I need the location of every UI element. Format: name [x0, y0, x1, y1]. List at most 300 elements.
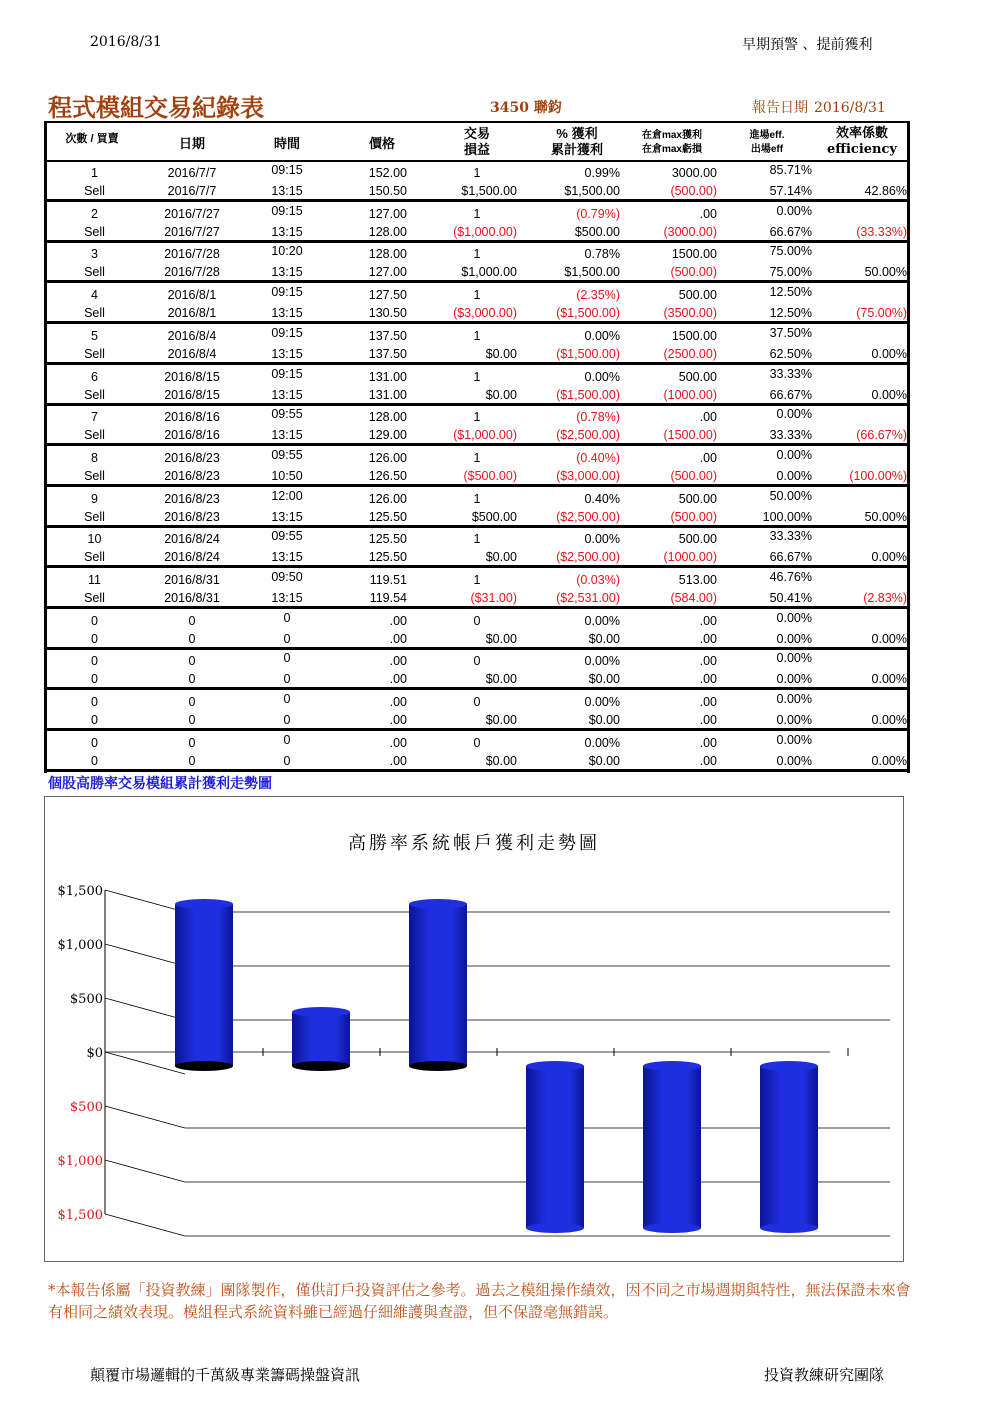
cell-p2: 129.00 — [368, 428, 407, 443]
cell-e2: 57.14% — [769, 184, 812, 198]
cell-cum: $1,500.00 — [564, 265, 620, 280]
cell-q: 1 — [473, 410, 481, 425]
cell-pl: ($31.00) — [470, 591, 517, 605]
cell-n: 10 — [87, 532, 102, 547]
cell-n: 0 — [91, 613, 98, 628]
cell-d2: 2016/8/23 — [164, 468, 220, 483]
cell-eff: (66.67%) — [856, 428, 907, 443]
cell-p2: 125.50 — [368, 509, 407, 524]
cell-pct: 0.99% — [584, 166, 620, 180]
header-trade-line2: 損益 — [463, 142, 490, 157]
cell-d1: 2016/8/31 — [164, 573, 220, 587]
cell-s: 0 — [91, 713, 98, 728]
cell-pct: 0.00% — [584, 654, 620, 669]
cell-e2: 100.00% — [762, 509, 812, 524]
chart-frame — [44, 796, 904, 1262]
cell-d2: 2016/8/4 — [167, 346, 217, 361]
cell-p1: 125.50 — [368, 532, 407, 547]
cell-t2: 0 — [283, 631, 291, 646]
cell-cum: $0.00 — [588, 713, 620, 728]
cell-eff: 0.00% — [871, 550, 907, 565]
cell-cum: $0.00 — [588, 672, 620, 687]
y-tick-label: $1,000 — [57, 938, 103, 953]
header-efficiency-line2: efficiency — [827, 142, 897, 157]
cell-e1: 33.33% — [769, 366, 812, 381]
header-trade — [442, 126, 512, 158]
cell-q: 1 — [473, 450, 481, 465]
cell-d2: 2016/7/28 — [164, 265, 220, 280]
cell-e1: 85.71% — [769, 163, 812, 177]
grid-diag — [105, 890, 185, 912]
cell-mn: (2500.00) — [663, 346, 717, 361]
cell-mx: .00 — [699, 450, 717, 465]
cell-e1: 50.00% — [769, 488, 812, 503]
cell-d1: 2016/8/23 — [164, 450, 220, 465]
cell-mn: (584.00) — [670, 591, 717, 605]
cell-d2: 0 — [188, 631, 196, 646]
grid-diag — [105, 1214, 185, 1236]
cell-q: 0 — [473, 695, 481, 710]
cell-t1: 09:55 — [271, 447, 303, 462]
y-tick-label: $500 — [69, 992, 103, 1007]
cell-p1: 119.51 — [369, 573, 407, 587]
cell-p1: .00 — [389, 654, 407, 669]
cell-mn: (3000.00) — [663, 224, 717, 239]
cell-e2: 33.33% — [769, 428, 812, 443]
bar-bottom-cap — [643, 1223, 701, 1233]
cell-p2: .00 — [389, 753, 407, 768]
stock-label: 3450 聯鈞 — [490, 100, 562, 116]
cell-e2: 0.00% — [776, 753, 812, 768]
cell-e1: 0.00% — [776, 203, 812, 218]
cell-t2: 0 — [283, 753, 291, 768]
cell-mn: (1500.00) — [663, 428, 717, 443]
grid-diag — [105, 1106, 185, 1128]
cell-cum: $1,500.00 — [564, 184, 620, 198]
cell-e1: 75.00% — [769, 244, 812, 259]
cell-n: 7 — [91, 410, 98, 425]
cell-mx: .00 — [699, 695, 717, 710]
cell-eff: 0.00% — [871, 713, 907, 728]
cell-e1: 0.00% — [776, 651, 812, 666]
cell-mn: (500.00) — [670, 509, 717, 524]
cell-p1: 126.00 — [368, 491, 407, 506]
table-row — [47, 406, 907, 446]
cell-eff: (75.00%) — [856, 306, 907, 321]
header-slogan: 早期預警 、提前獲利 — [742, 37, 873, 53]
cell-eff: 0.00% — [871, 346, 907, 361]
header-max-line2: 在倉max虧損 — [641, 144, 702, 155]
cell-t2: 13:15 — [271, 591, 303, 605]
report-date-value: 2016/8/31 — [814, 100, 886, 116]
cell-pct: 0.00% — [584, 532, 620, 547]
cell-mx: 1500.00 — [671, 247, 717, 262]
cell-cum: ($2,500.00) — [556, 509, 620, 524]
cell-mx: 500.00 — [678, 288, 717, 303]
footer-team: 投資教練研究團隊 — [764, 1366, 885, 1384]
cell-d2: 0 — [188, 672, 196, 687]
cell-e1: 37.50% — [769, 325, 812, 340]
cell-mx: .00 — [699, 613, 717, 628]
cell-t1: 0 — [283, 732, 291, 747]
cell-mx: 500.00 — [678, 369, 717, 384]
cell-d1: 2016/7/28 — [164, 247, 220, 262]
cell-p1: 152.00 — [368, 166, 407, 180]
cell-pl: $0.00 — [485, 550, 517, 565]
cell-s: Sell — [84, 265, 105, 280]
cell-cum: ($2,500.00) — [556, 550, 620, 565]
cell-p2: 150.50 — [368, 184, 407, 198]
cell-t2: 13:15 — [271, 346, 303, 361]
cell-pct: (0.03%) — [576, 573, 620, 587]
cell-p1: .00 — [389, 735, 407, 750]
cell-pl: ($500.00) — [463, 468, 517, 483]
cell-t2: 13:15 — [271, 428, 303, 443]
cell-mx: .00 — [699, 206, 717, 221]
cell-q: 0 — [473, 654, 481, 669]
cell-mn: .00 — [699, 753, 717, 768]
table-row — [47, 203, 907, 243]
cell-mn: (3500.00) — [663, 306, 717, 321]
cell-t1: 09:15 — [271, 366, 303, 381]
cell-s: Sell — [84, 387, 105, 402]
cell-mx: 1500.00 — [671, 328, 717, 343]
bar-top-cap — [643, 1061, 701, 1071]
cell-t1: 12:00 — [271, 488, 303, 503]
cell-p1: .00 — [389, 613, 407, 628]
cell-pct: (0.78%) — [576, 410, 620, 425]
cell-p2: .00 — [389, 672, 407, 687]
cell-d2: 2016/8/16 — [164, 428, 220, 443]
cell-t2: 13:15 — [271, 306, 303, 321]
table-row — [47, 488, 907, 528]
bar-bottom-cap — [526, 1223, 584, 1233]
cell-eff: 0.00% — [871, 672, 907, 687]
table-row — [47, 650, 907, 690]
cell-e2: 75.00% — [769, 265, 812, 280]
cell-pl: ($1,000.00) — [453, 224, 517, 239]
cell-n: 3 — [91, 247, 98, 262]
header-date: 2016/8/31 — [90, 34, 162, 50]
cell-d1: 0 — [188, 654, 196, 669]
cell-t1: 10:20 — [271, 244, 303, 259]
cell-eff: 0.00% — [871, 753, 907, 768]
cell-d1: 2016/8/24 — [164, 532, 220, 547]
bar — [760, 1066, 818, 1228]
cell-e2: 66.67% — [769, 550, 812, 565]
cell-e1: 46.76% — [769, 570, 812, 584]
cell-e2: 0.00% — [776, 672, 812, 687]
cell-d1: 2016/8/23 — [164, 491, 220, 506]
cell-e1: 0.00% — [776, 447, 812, 462]
cell-eff: 50.00% — [864, 265, 907, 280]
cell-mx: 500.00 — [678, 532, 717, 547]
cell-eff: 0.00% — [871, 631, 907, 646]
header-no: 次數 / 買賣 — [65, 133, 119, 145]
cell-e1: 0.00% — [776, 732, 812, 747]
cell-s: 0 — [91, 631, 98, 646]
cell-mn: (1000.00) — [663, 387, 717, 402]
header-efficiency-line1: 效率係數 — [835, 126, 888, 141]
cell-s: 0 — [91, 753, 98, 768]
cell-pct: 0.00% — [584, 735, 620, 750]
cell-mn: (1000.00) — [663, 550, 717, 565]
cell-p2: 128.00 — [368, 224, 407, 239]
cell-t1: 0 — [283, 651, 291, 666]
cell-d2: 0 — [188, 713, 196, 728]
cell-n: 2 — [91, 206, 98, 221]
cell-q: 1 — [473, 532, 481, 547]
cell-cum: ($1,500.00) — [556, 346, 620, 361]
cell-e2: 50.41% — [769, 591, 812, 605]
cell-s: 0 — [91, 672, 98, 687]
bar-top-cap — [760, 1061, 818, 1071]
cell-e2: 66.67% — [769, 387, 812, 402]
cell-d1: 2016/8/16 — [164, 410, 220, 425]
cell-t1: 09:15 — [271, 203, 303, 218]
header-pct-line1: % 獲利 — [556, 126, 598, 141]
cell-t1: 09:15 — [271, 325, 303, 340]
header-eff-line2: 出場eff — [750, 144, 784, 155]
table-row — [47, 284, 907, 324]
disclaimer: *本報告係屬「投資教練」團隊製作，僅供訂戶投資評估之參考。過去之模組操作績效，因不同之市場週期與特性，無法保證未來會有相同之績效表現。模組程式系統資料雖已經過仔細維護與查證，但不保證毫無錯誤。 — [48, 1281, 911, 1321]
cell-d2: 2016/8/15 — [164, 387, 220, 402]
cell-eff: 50.00% — [864, 509, 907, 524]
cell-p1: 131.00 — [368, 369, 407, 384]
cell-pct: (0.79%) — [576, 206, 620, 221]
cell-pl: $0.00 — [485, 387, 517, 402]
y-tick-label: $1,000 — [57, 1154, 103, 1169]
cell-p2: 137.50 — [368, 346, 407, 361]
cell-pct: 0.00% — [584, 369, 620, 384]
cell-d1: 0 — [188, 735, 196, 750]
trade-table — [44, 121, 910, 773]
cell-t2: 0 — [283, 713, 291, 728]
cell-q: 1 — [473, 166, 481, 180]
table-row — [47, 610, 907, 650]
cell-e2: 66.67% — [769, 224, 812, 239]
cell-p1: 128.00 — [368, 247, 407, 262]
header-date: 日期 — [178, 136, 205, 151]
bar-top-cap — [175, 899, 233, 909]
grid-diag — [105, 998, 185, 1020]
cell-t2: 13:15 — [271, 265, 303, 280]
cell-t2: 13:15 — [271, 387, 303, 402]
cell-e1: 12.50% — [769, 285, 812, 300]
cell-d1: 0 — [188, 695, 196, 710]
header-eff-line1: 進場eff. — [749, 130, 785, 141]
cell-eff: 0.00% — [871, 387, 907, 402]
cell-pct: 0.00% — [584, 328, 620, 343]
cell-n: 4 — [91, 288, 98, 303]
y-tick-label: $0 — [86, 1046, 103, 1061]
cell-cum: ($2,531.00) — [556, 591, 620, 605]
cell-t2: 13:15 — [271, 184, 303, 198]
cell-cum: $0.00 — [588, 631, 620, 646]
table-row — [47, 366, 907, 406]
header-entry-exit-eff — [732, 129, 802, 157]
header-time: 時間 — [273, 136, 300, 151]
cell-d2: 2016/8/1 — [167, 306, 217, 321]
cell-mn: (500.00) — [670, 265, 717, 280]
cell-pl: $1,000.00 — [461, 265, 517, 280]
cell-d1: 2016/7/7 — [167, 166, 217, 180]
cell-e2: 0.00% — [776, 631, 812, 646]
cell-pl: $0.00 — [485, 713, 517, 728]
cell-t1: 09:50 — [271, 570, 303, 584]
profit-chart — [45, 797, 903, 1261]
cell-pl: $0.00 — [485, 753, 517, 768]
cell-t1: 09:55 — [271, 529, 303, 544]
cell-p1: .00 — [389, 695, 407, 710]
cell-d2: 0 — [188, 753, 196, 768]
bar-bottom-cap — [409, 1061, 467, 1071]
cell-s: Sell — [84, 591, 105, 605]
cell-q: 1 — [473, 573, 481, 587]
cell-e1: 0.00% — [776, 610, 812, 625]
cell-d2: 2016/8/24 — [164, 550, 220, 565]
cell-cum: ($3,000.00) — [556, 468, 620, 483]
cell-mx: 500.00 — [678, 491, 717, 506]
table-row — [47, 732, 907, 772]
table-row — [47, 447, 907, 487]
cell-s: Sell — [84, 509, 105, 524]
bar-bottom-cap — [292, 1061, 350, 1071]
cell-n: 11 — [88, 573, 101, 587]
cell-n: 1 — [91, 166, 98, 180]
cell-s: Sell — [84, 428, 105, 443]
cell-s: Sell — [84, 306, 105, 321]
table-row — [47, 162, 907, 202]
cell-d1: 2016/8/1 — [167, 288, 217, 303]
cell-pl: $0.00 — [485, 672, 517, 687]
cell-d2: 2016/7/7 — [167, 184, 217, 198]
cell-eff: 42.86% — [864, 184, 907, 198]
cell-p1: 137.50 — [368, 328, 407, 343]
bar-top-cap — [292, 1007, 350, 1017]
cell-pl: ($1,000.00) — [453, 428, 517, 443]
header-price: 價格 — [368, 136, 395, 151]
bar-top-cap — [409, 899, 467, 909]
cell-mn: .00 — [699, 713, 717, 728]
cell-p1: 126.00 — [368, 450, 407, 465]
cell-mn: (500.00) — [670, 184, 717, 198]
cell-pl: $0.00 — [485, 346, 517, 361]
cell-p2: 126.50 — [368, 468, 407, 483]
cell-mx: 3000.00 — [671, 166, 717, 180]
cell-n: 0 — [91, 735, 98, 750]
cell-mx: .00 — [699, 654, 717, 669]
cell-e2: 12.50% — [769, 306, 812, 321]
bar — [526, 1066, 584, 1228]
bar-bottom-cap — [175, 1061, 233, 1071]
report-title: 程式模組交易紀錄表 — [48, 93, 264, 122]
cell-e1: 33.33% — [769, 529, 812, 544]
cell-eff: (100.00%) — [849, 468, 907, 483]
cell-p1: 128.00 — [368, 410, 407, 425]
cell-cum: ($2,500.00) — [556, 428, 620, 443]
cell-d1: 2016/8/4 — [167, 328, 217, 343]
cell-mn: .00 — [699, 631, 717, 646]
header-max-line1: 在倉max獲利 — [641, 130, 702, 141]
cell-q: 1 — [473, 369, 481, 384]
cell-n: 0 — [91, 695, 98, 710]
cell-s: Sell — [84, 468, 105, 483]
cell-q: 0 — [473, 613, 481, 628]
header-pct — [537, 126, 617, 158]
cell-t1: 09:15 — [271, 285, 303, 300]
cell-q: 1 — [473, 247, 481, 262]
cell-cum: ($1,500.00) — [556, 306, 620, 321]
cell-pl: ($3,000.00) — [453, 306, 517, 321]
table-row — [47, 691, 907, 731]
cell-t1: 0 — [283, 610, 291, 625]
cell-pct: (0.40%) — [576, 450, 620, 465]
bar — [292, 1012, 350, 1066]
cell-n: 6 — [91, 369, 98, 384]
cell-cum: $500.00 — [574, 224, 620, 239]
report-date-label: 報告日期 — [752, 100, 808, 116]
cell-pl: $500.00 — [471, 509, 517, 524]
header-trade-line1: 交易 — [463, 126, 490, 141]
y-tick-label: $500 — [69, 1100, 103, 1115]
cell-q: 1 — [473, 491, 481, 506]
table-header — [47, 121, 907, 162]
grid-diag — [105, 1160, 185, 1182]
bar — [643, 1066, 701, 1228]
cell-mx: .00 — [699, 735, 717, 750]
y-tick-label: $1,500 — [57, 884, 103, 899]
bar-top-cap — [526, 1061, 584, 1071]
cell-p1: 127.50 — [368, 288, 407, 303]
cell-n: 5 — [91, 328, 98, 343]
header-efficiency — [822, 126, 902, 158]
cell-q: 0 — [473, 735, 481, 750]
cell-p2: 119.54 — [369, 591, 407, 605]
cell-cum: $0.00 — [588, 753, 620, 768]
bar — [409, 904, 467, 1066]
cell-mx: .00 — [699, 410, 717, 425]
cell-s: Sell — [84, 346, 105, 361]
cell-p2: 125.50 — [368, 550, 407, 565]
chart-section-title: 個股高勝率交易模組累計獲利走勢圖 — [48, 775, 272, 791]
cell-n: 0 — [91, 654, 98, 669]
cell-s: Sell — [84, 550, 105, 565]
cell-d1: 2016/8/15 — [164, 369, 220, 384]
cell-s: Sell — [84, 224, 105, 239]
cell-d1: 2016/7/27 — [164, 206, 220, 221]
cell-mx: 513.00 — [678, 573, 717, 587]
cell-cum: ($1,500.00) — [556, 387, 620, 402]
cell-pl: $1,500.00 — [461, 184, 517, 198]
cell-pct: 0.00% — [584, 695, 620, 710]
cell-t2: 10:50 — [271, 468, 303, 483]
cell-e1: 0.00% — [776, 407, 812, 422]
cell-s: Sell — [84, 184, 105, 198]
cell-t1: 09:15 — [271, 163, 303, 177]
cell-t2: 0 — [283, 672, 291, 687]
cell-p2: 127.00 — [368, 265, 407, 280]
cell-t2: 13:15 — [271, 550, 303, 565]
footer-tagline: 顛覆市場邏輯的千萬級專業籌碼操盤資訊 — [90, 1366, 361, 1384]
cell-p2: 131.00 — [368, 387, 407, 402]
cell-t2: 13:15 — [271, 224, 303, 239]
cell-mn: .00 — [699, 672, 717, 687]
cell-e1: 0.00% — [776, 692, 812, 707]
cell-e2: 0.00% — [776, 713, 812, 728]
header-pct-line2: 累計獲利 — [550, 142, 603, 157]
y-tick-label: $1,500 — [57, 1208, 103, 1223]
